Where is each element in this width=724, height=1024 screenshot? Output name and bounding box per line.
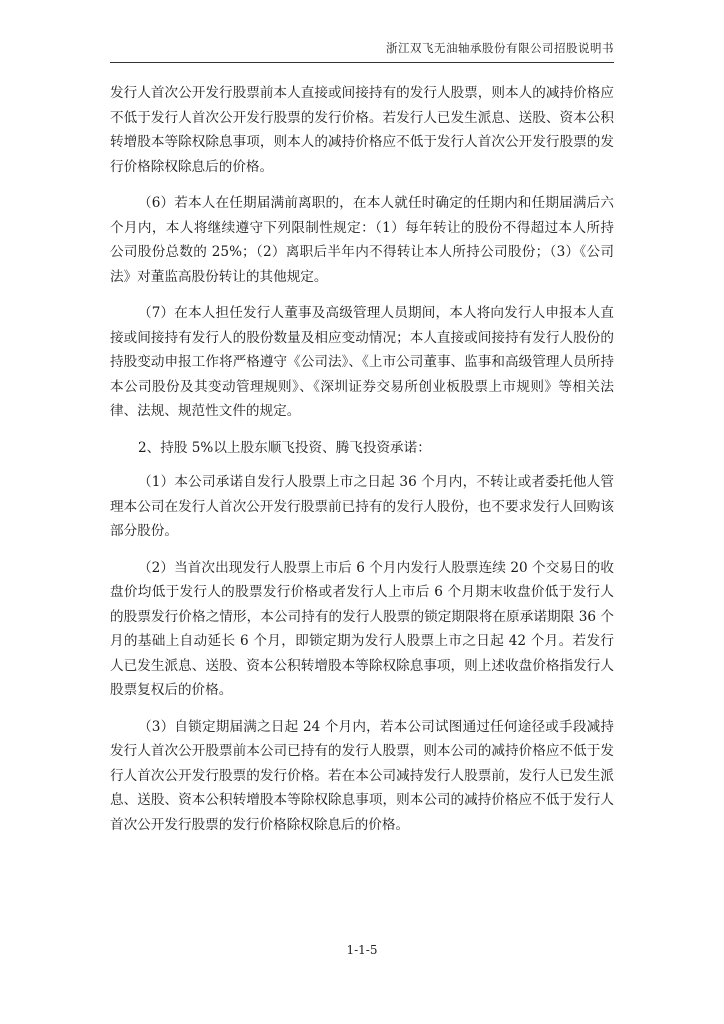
paragraph-item-6: （6）若本人在任期届满前离职的，在本人就任时确定的任期内和任期届满后六个月内，本人将继续遵守下列限制性规定：（1）每年转让的股份不得超过本人所持公司股份总数的 25%；（2）离职后半年内不得转让本人所持公司股份；（3）《公司法》对董监高股份转让的其他规定。 — [110, 195, 614, 285]
document-body — [110, 81, 614, 849]
paragraph-item-7: （7）在本人担任发行人董事及高级管理人员期间，本人将向发行人申报本人直接或间接持有发行人的股份数量及相应变动情况；本人直接或间接持有发行人股份的持股变动申报工作将严格遵守《公司法》、《上市公司董事、监事和高级管理人员所持本公司股份及其变动管理规则》、《深圳证券交易所创业板股票上市规则》等相关法律、法规、规范性文件的规定。 — [110, 305, 614, 419]
page-number: 1-1-5 — [346, 943, 378, 957]
header-divider — [110, 62, 614, 63]
paragraph-commitment-3: （3）自锁定期届满之日起 24 个月内，若本公司试图通过任何途径或手段减持发行人首次公开股票前本公司已持有的发行人股票，则本公司的减持价格应不低于发行人首次公开发行股票的发行价格。若在本公司减持发行人股票前，发行人已发生派息、送股、资本公积转增股本等除权除息事项，则本公司的减持价格应不低于发行人首次公开发行股票的发行价格除权除息后的价格。 — [110, 718, 614, 833]
paragraph-continuation: 发行人首次公开发行股票前本人直接或间接持有的发行人股票，则本人的减持价格应不低于发行人首次公开发行股票的发行价格。若发行人已发生派息、送股、资本公积转增股本等除权除息事项，则本人的减持价格应不低于发行人首次公开发行股票的发行价格除权除息后的价格。 — [110, 85, 614, 175]
page-header-title: 浙江双飞无油轴承股份有限公司招股说明书 — [386, 41, 614, 55]
section-heading-shareholders: 2、持股 5%以上股东顺飞投资、腾飞投资承诺： — [138, 439, 431, 456]
paragraph-commitment-1: （1）本公司承诺自发行人股票上市之日起 36 个月内，不转让或者委托他人管理本公司在发行人首次公开发行股票前已持有的发行人股份，也不要求发行人回购该部分股份。 — [110, 474, 614, 539]
paragraph-commitment-2: （2）当首次出现发行人股票上市后 6 个月内发行人股票连续 20 个交易日的收盘价均低于发行人的股票发行价格或者发行人上市后 6 个月期末收盘价低于发行人的股票发行价格之情形，本公司持有的发行人股票的锁定期限将在原承诺期限 36 个月的基础上自动延长 6 个月，即锁定期为发行人股票上市之日起 42 个月。若发行人已发生派息、送股、资本公积转增股本等除权除息事项，则上述收盘价格指发行人股票复权后的价格。 — [110, 559, 614, 698]
